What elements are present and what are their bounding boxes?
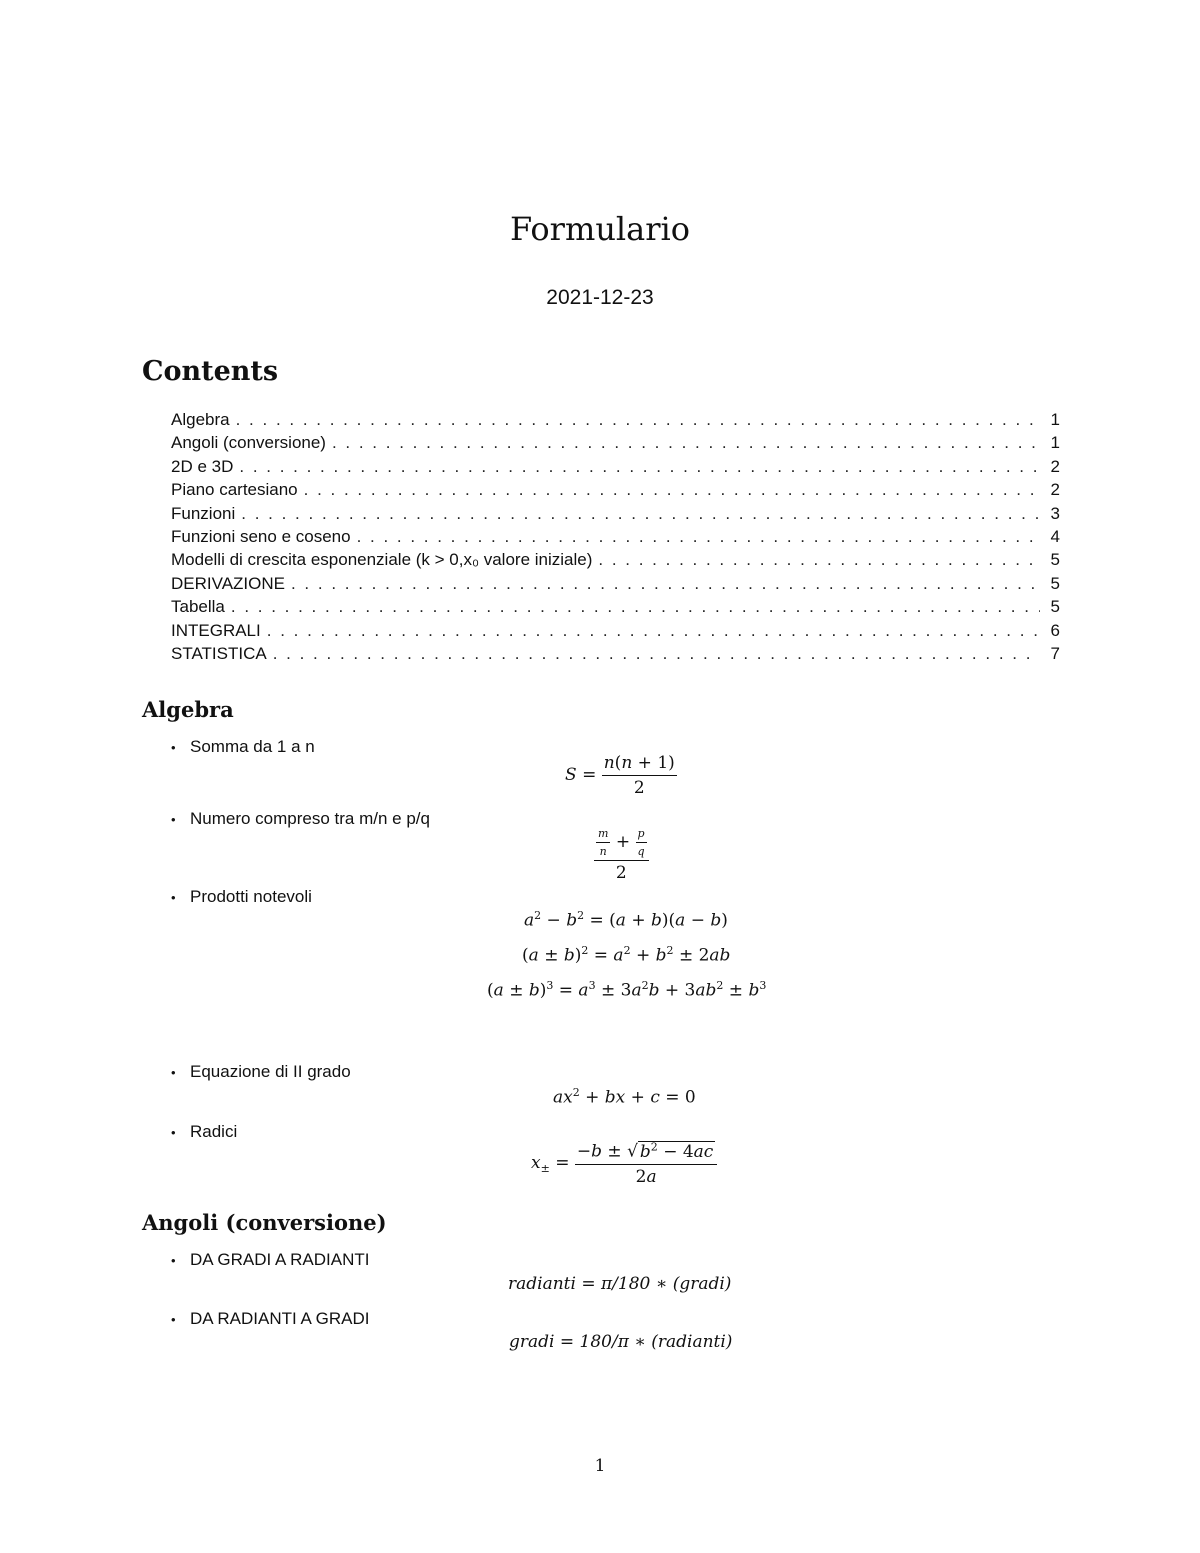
toc-entry-label: Piano cartesiano <box>171 480 298 500</box>
toc-leader <box>239 457 1040 477</box>
formula-binomial-square: $(a \pm b)^2 = a^2 + b^2 \pm 2ab$ <box>522 944 731 966</box>
toc-entry-page: 3 <box>1050 503 1060 523</box>
table-of-contents <box>171 410 1060 667</box>
toc-entry-page: 6 <box>1050 620 1060 640</box>
toc-leader <box>291 574 1040 594</box>
formula-radians-to-degrees: gradi = 180/π ∗ (radianti) <box>509 1332 733 1352</box>
list-item <box>171 1250 370 1270</box>
bullet-icon: • <box>171 1312 176 1327</box>
toc-entry-label: Algebra <box>171 410 230 429</box>
list-item <box>171 809 430 829</box>
toc-entry[interactable] <box>171 574 1060 597</box>
toc-leader <box>231 597 1040 617</box>
toc-entry[interactable] <box>171 621 1060 644</box>
toc-leader <box>241 504 1040 524</box>
toc-entry-label: Modelli di crescita esponenziale (k > 0,x₀ valore iniziale) <box>171 550 593 570</box>
formula-roots: $x_\pm$ = $\frac{-b \pm √ b^2 - 4ac}{2a}$ <box>531 1140 717 1187</box>
toc-entry-page: 7 <box>1050 643 1060 663</box>
toc-entry-label: Funzioni <box>171 503 236 523</box>
toc-entry-page: 2 <box>1050 456 1060 476</box>
toc-entry-label: DERIVAZIONE <box>171 573 285 593</box>
bullet-icon: • <box>171 1125 176 1140</box>
list-item-label: Prodotti notevoli <box>190 887 312 906</box>
contents-heading: Contents <box>142 356 279 387</box>
toc-leader <box>598 550 1040 570</box>
toc-entry-page: 5 <box>1050 597 1060 617</box>
toc-entry-label: Funzioni seno e coseno <box>171 526 351 546</box>
toc-entry-label: Angoli (conversione) <box>171 433 326 453</box>
list-item <box>171 1062 351 1082</box>
bullet-icon: • <box>171 890 176 905</box>
toc-leader <box>236 410 1040 430</box>
formula-binomial-cube: $(a \pm b)^3 = a^3 \pm 3a^2b + 3ab^2 \pm b^3$ <box>487 979 767 1001</box>
toc-entry-page: 5 <box>1050 573 1060 593</box>
document-title: Formulario <box>509 210 691 248</box>
toc-entry[interactable] <box>171 433 1060 456</box>
toc-leader <box>304 480 1040 500</box>
page-number: 1 <box>594 1456 606 1476</box>
toc-entry[interactable] <box>171 550 1060 573</box>
list-item <box>171 1309 370 1329</box>
list-item <box>171 737 315 757</box>
toc-entry-page: 5 <box>1050 550 1060 570</box>
toc-entry-label: 2D e 3D <box>171 456 234 476</box>
bullet-icon: • <box>171 740 176 755</box>
section-heading-algebra: Algebra <box>142 697 234 722</box>
bullet-icon: • <box>171 812 176 827</box>
toc-entry-label: Tabella <box>171 597 225 617</box>
list-item-label: Radici <box>190 1122 238 1141</box>
list-item <box>171 1122 237 1142</box>
formula-quadratic: $ax^2$ + bx + c = 0 <box>553 1086 696 1108</box>
formula-degrees-to-radians: radianti = π/180 ∗ (gradi) <box>508 1274 732 1294</box>
toc-entry[interactable] <box>171 504 1060 527</box>
toc-leader <box>357 527 1040 547</box>
toc-entry[interactable] <box>171 527 1060 550</box>
formula-difference-of-squares: $a^2 - b^2 = (a + b)(a - b)$ <box>524 909 728 931</box>
toc-entry[interactable] <box>171 480 1060 503</box>
bullet-icon: • <box>171 1253 176 1268</box>
list-item-label: Somma da 1 a n <box>190 737 315 756</box>
bullet-icon: • <box>171 1065 176 1080</box>
toc-entry-page: 1 <box>1050 433 1060 453</box>
list-item-label: DA GRADI A RADIANTI <box>190 1250 370 1269</box>
formula-sum: S = $\frac{n(n + 1)}{2}$ <box>565 753 675 798</box>
toc-entry-page: 1 <box>1050 410 1060 429</box>
toc-entry[interactable] <box>171 457 1060 480</box>
toc-leader <box>267 621 1040 641</box>
section-heading-angoli: Angoli (conversione) <box>142 1210 387 1235</box>
list-item-label: DA RADIANTI A GRADI <box>190 1309 370 1328</box>
document-date: 2021-12-23 <box>546 286 654 309</box>
formula-midpoint: $\frac{m}{n}$ + $\frac{p}{q}$ 2 <box>594 827 649 883</box>
toc-entry[interactable] <box>171 644 1060 667</box>
toc-leader <box>332 433 1040 453</box>
toc-entry[interactable] <box>171 597 1060 620</box>
toc-entry-label: INTEGRALI <box>171 620 261 640</box>
list-item-label: Equazione di II grado <box>190 1062 351 1081</box>
toc-entry[interactable] <box>171 410 1060 433</box>
toc-entry-label: STATISTICA <box>171 643 267 663</box>
toc-entry-page: 2 <box>1050 480 1060 500</box>
toc-entry-page: 4 <box>1050 526 1060 546</box>
list-item <box>171 887 312 907</box>
list-item-label: Numero compreso tra m/n e p/q <box>190 809 430 828</box>
toc-leader <box>273 644 1040 664</box>
